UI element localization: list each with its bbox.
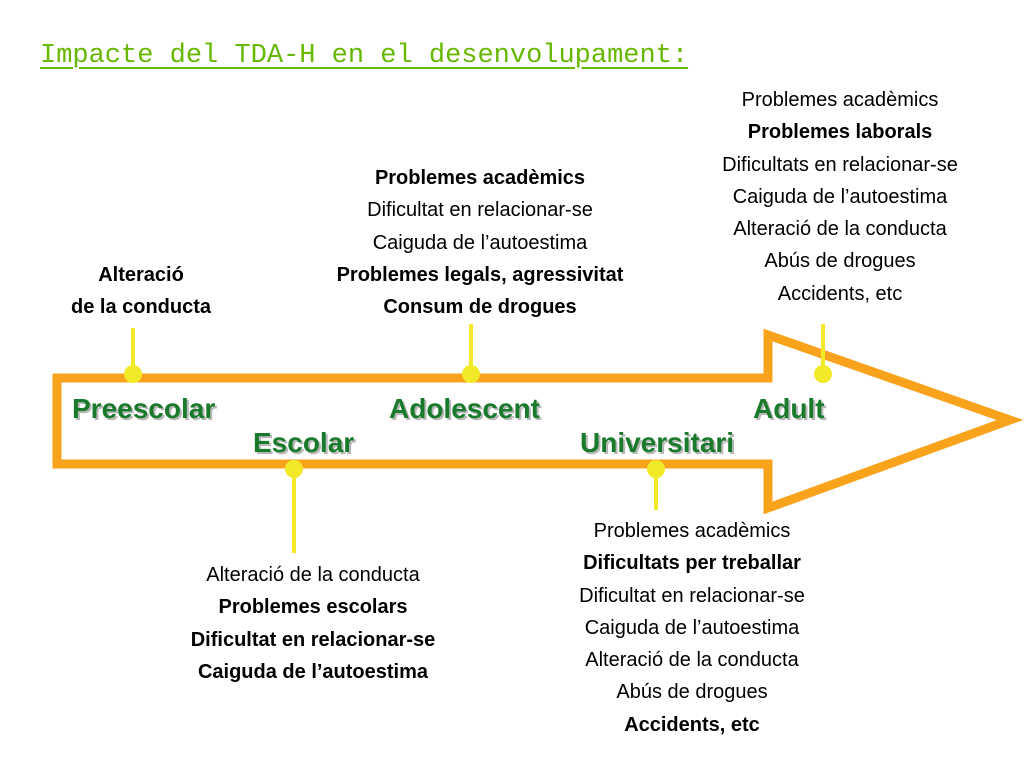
universitari-effect-line: Dificultat en relacionar-se	[579, 584, 805, 607]
stage-universitari: Universitari	[580, 427, 735, 458]
adolescent-effects	[337, 162, 624, 323]
escolar-effect-line: Caiguda de l’autoestima	[197, 660, 429, 683]
universitari-effects	[579, 515, 805, 741]
stage-adult: Adult	[753, 393, 825, 424]
universitari-effect-line: Dificultats per treballar	[583, 552, 801, 575]
adult-effect-line: Accidents, etc	[777, 282, 903, 305]
adolescent-effect-line: Consum de drogues	[383, 296, 577, 319]
adolescent-effect-line: Problemes acadèmics	[374, 167, 586, 189]
adult-effect-line: Caiguda de l’autoestima	[732, 185, 948, 208]
adult-effects	[722, 84, 958, 310]
adult-effect-line: Dificultats en relacionar-se	[722, 153, 958, 176]
connector-escolar	[285, 460, 303, 553]
escolar-effect-line: Dificultat en relacionar-se	[190, 628, 436, 651]
adolescent-effect-line: Problemes legals, agressivitat	[336, 263, 624, 286]
adult-effect-line: Problemes laborals	[747, 121, 933, 144]
universitari-effect-line: Caiguda de l’autoestima	[584, 616, 800, 639]
adult-effect-line: Abús de drogues	[764, 250, 916, 273]
escolar-effect-line: Alteració de la conducta	[206, 564, 420, 586]
preescolar-effect-line: Alteració	[98, 264, 184, 286]
universitari-effect-line: Alteració de la conducta	[585, 649, 799, 672]
universitari-effect-line: Accidents, etc	[624, 713, 760, 736]
preescolar-effects	[71, 259, 211, 324]
adolescent-effect-line: Caiguda de l’autoestima	[372, 231, 588, 254]
stage-preescolar: Preescolar	[72, 393, 216, 424]
preescolar-effect-line: de la conducta	[70, 296, 212, 319]
adult-effect-line: Problemes acadèmics	[741, 89, 939, 111]
escolar-effect-line: Problemes escolars	[218, 596, 408, 619]
escolar-effects	[191, 559, 436, 688]
slide-title: Impacte del TDA-H en el desenvolupament:	[40, 41, 689, 71]
universitari-effect-line: Problemes acadèmics	[593, 520, 791, 542]
connector-universitari	[647, 460, 665, 510]
stage-adolescent: Adolescent	[389, 393, 540, 424]
universitari-effect-line: Abús de drogues	[616, 681, 768, 704]
connector-preescolar	[124, 328, 142, 383]
connector-adolescent	[462, 324, 480, 383]
adolescent-effect-line: Dificultat en relacionar-se	[367, 199, 593, 222]
stage-escolar: Escolar	[253, 427, 355, 458]
adult-effect-line: Alteració de la conducta	[733, 218, 947, 241]
